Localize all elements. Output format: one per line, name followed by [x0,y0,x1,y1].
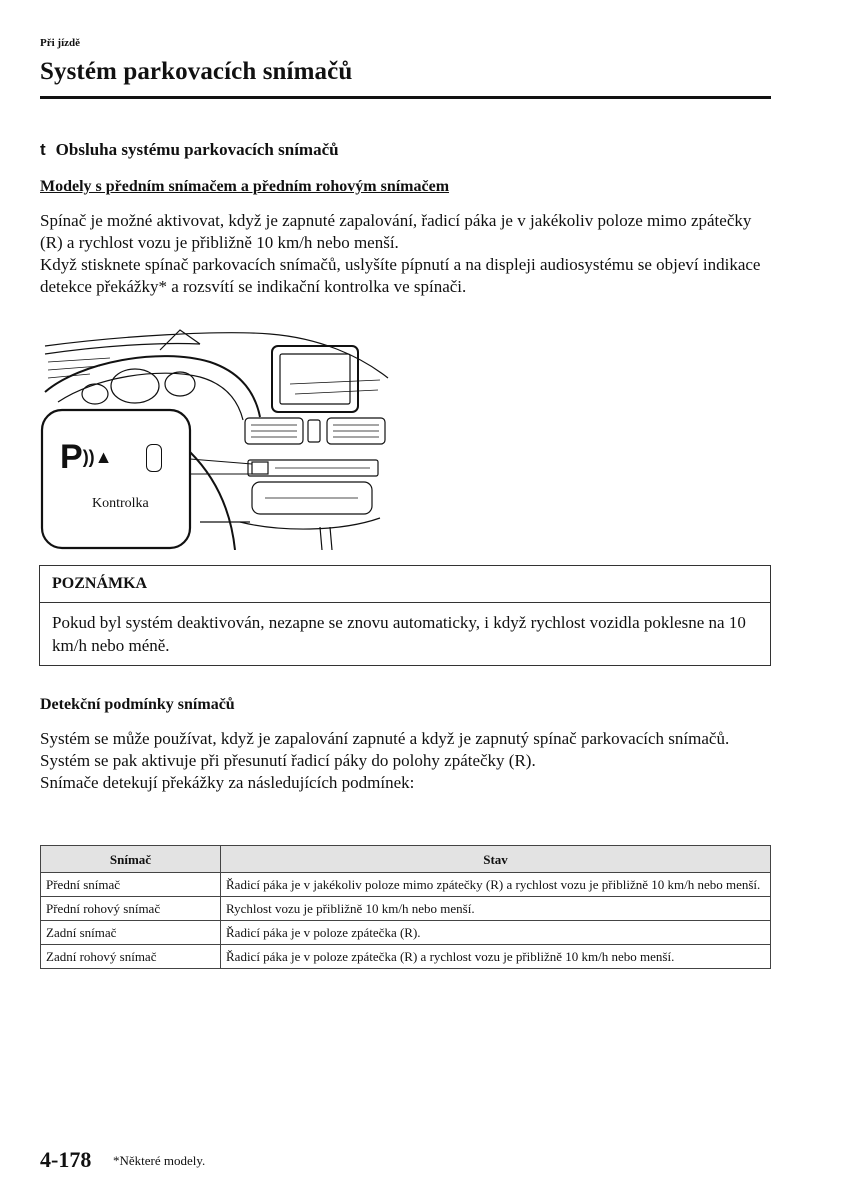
indicator-lamp-icon [146,444,162,472]
paragraph: Systém se může používat, když je zapalování zapnuté a když je zapnutý spínač parkovacích snímačů. [40,729,730,748]
paragraph: Když stisknete spínač parkovacích snímačů, uslyšíte pípnutí a na displeji audiosystému se objeví indikace detekce překážky* a rozsvítí se indikační kontrolka ve spínači. [40,255,761,296]
section-heading-text: Obsluha systému parkovacích snímačů [55,140,339,159]
note-title: POZNÁMKA [52,575,148,592]
table-cell: Přední rohový snímač [41,897,221,921]
footnote: *Některé modely. [113,1153,206,1168]
table-header-cell: Stav [221,846,771,873]
dashboard-figure [40,322,392,550]
section-kicker: Při jízdě [40,37,81,49]
intro-text [40,210,775,298]
conditions-table [40,845,771,969]
table-cell: Zadní snímač [41,921,221,945]
section-marker: t [40,140,46,159]
page-title: Systém parkovacích snímačů [40,58,353,85]
callout-label: Kontrolka [92,496,149,511]
dashboard-illustration [40,322,392,550]
table-header-row [41,846,771,873]
table-header-cell: Snímač [41,846,221,873]
section2-text [40,728,775,794]
table-cell: Řadicí páka je v poloze zpátečka (R). [221,921,771,945]
paragraph: Spínač je možné aktivovat, když je zapnuté zapalování, řadicí páka je v jakékoliv poloze mimo zpátečky (R) a rychlost vozu je přibližně 10 km/h nebo menší. [40,211,752,252]
section-heading [40,140,339,160]
note-box [39,565,771,666]
table-cell: Řadicí páka je v jakékoliv poloze mimo zpátečky (R) a rychlost vozu je přibližně 10 km/h nebo menší. [221,873,771,897]
parking-sensor-icon: P))▲ [60,438,113,476]
paragraph: Systém se pak aktivuje při přesunutí řadicí páky do polohy zpátečky (R). [40,751,536,770]
note-rule [40,602,770,603]
table-row [41,897,771,921]
table-cell: Řadicí páka je v poloze zpátečka (R) a rychlost vozu je přibližně 10 km/h nebo menší. [221,945,771,969]
section2-heading: Detekční podmínky snímačů [40,696,235,713]
table-row [41,945,771,969]
table-row [41,873,771,897]
note-text: Pokud byl systém deaktivován, nezapne se znovu automaticky, i když rychlost vozidla poklesne na 10 km/h nebo méně. [52,613,746,655]
table-row [41,921,771,945]
page-number: 4-178 [40,1147,92,1172]
table-cell: Zadní rohový snímač [41,945,221,969]
table-cell: Rychlost vozu je přibližně 10 km/h nebo menší. [221,897,771,921]
section-subheading: Modely s předním snímačem a předním rohovým snímačem [40,178,450,195]
title-rule [40,96,771,99]
paragraph: Snímače detekují překážky za následujících podmínek: [40,773,415,792]
table-cell: Přední snímač [41,873,221,897]
